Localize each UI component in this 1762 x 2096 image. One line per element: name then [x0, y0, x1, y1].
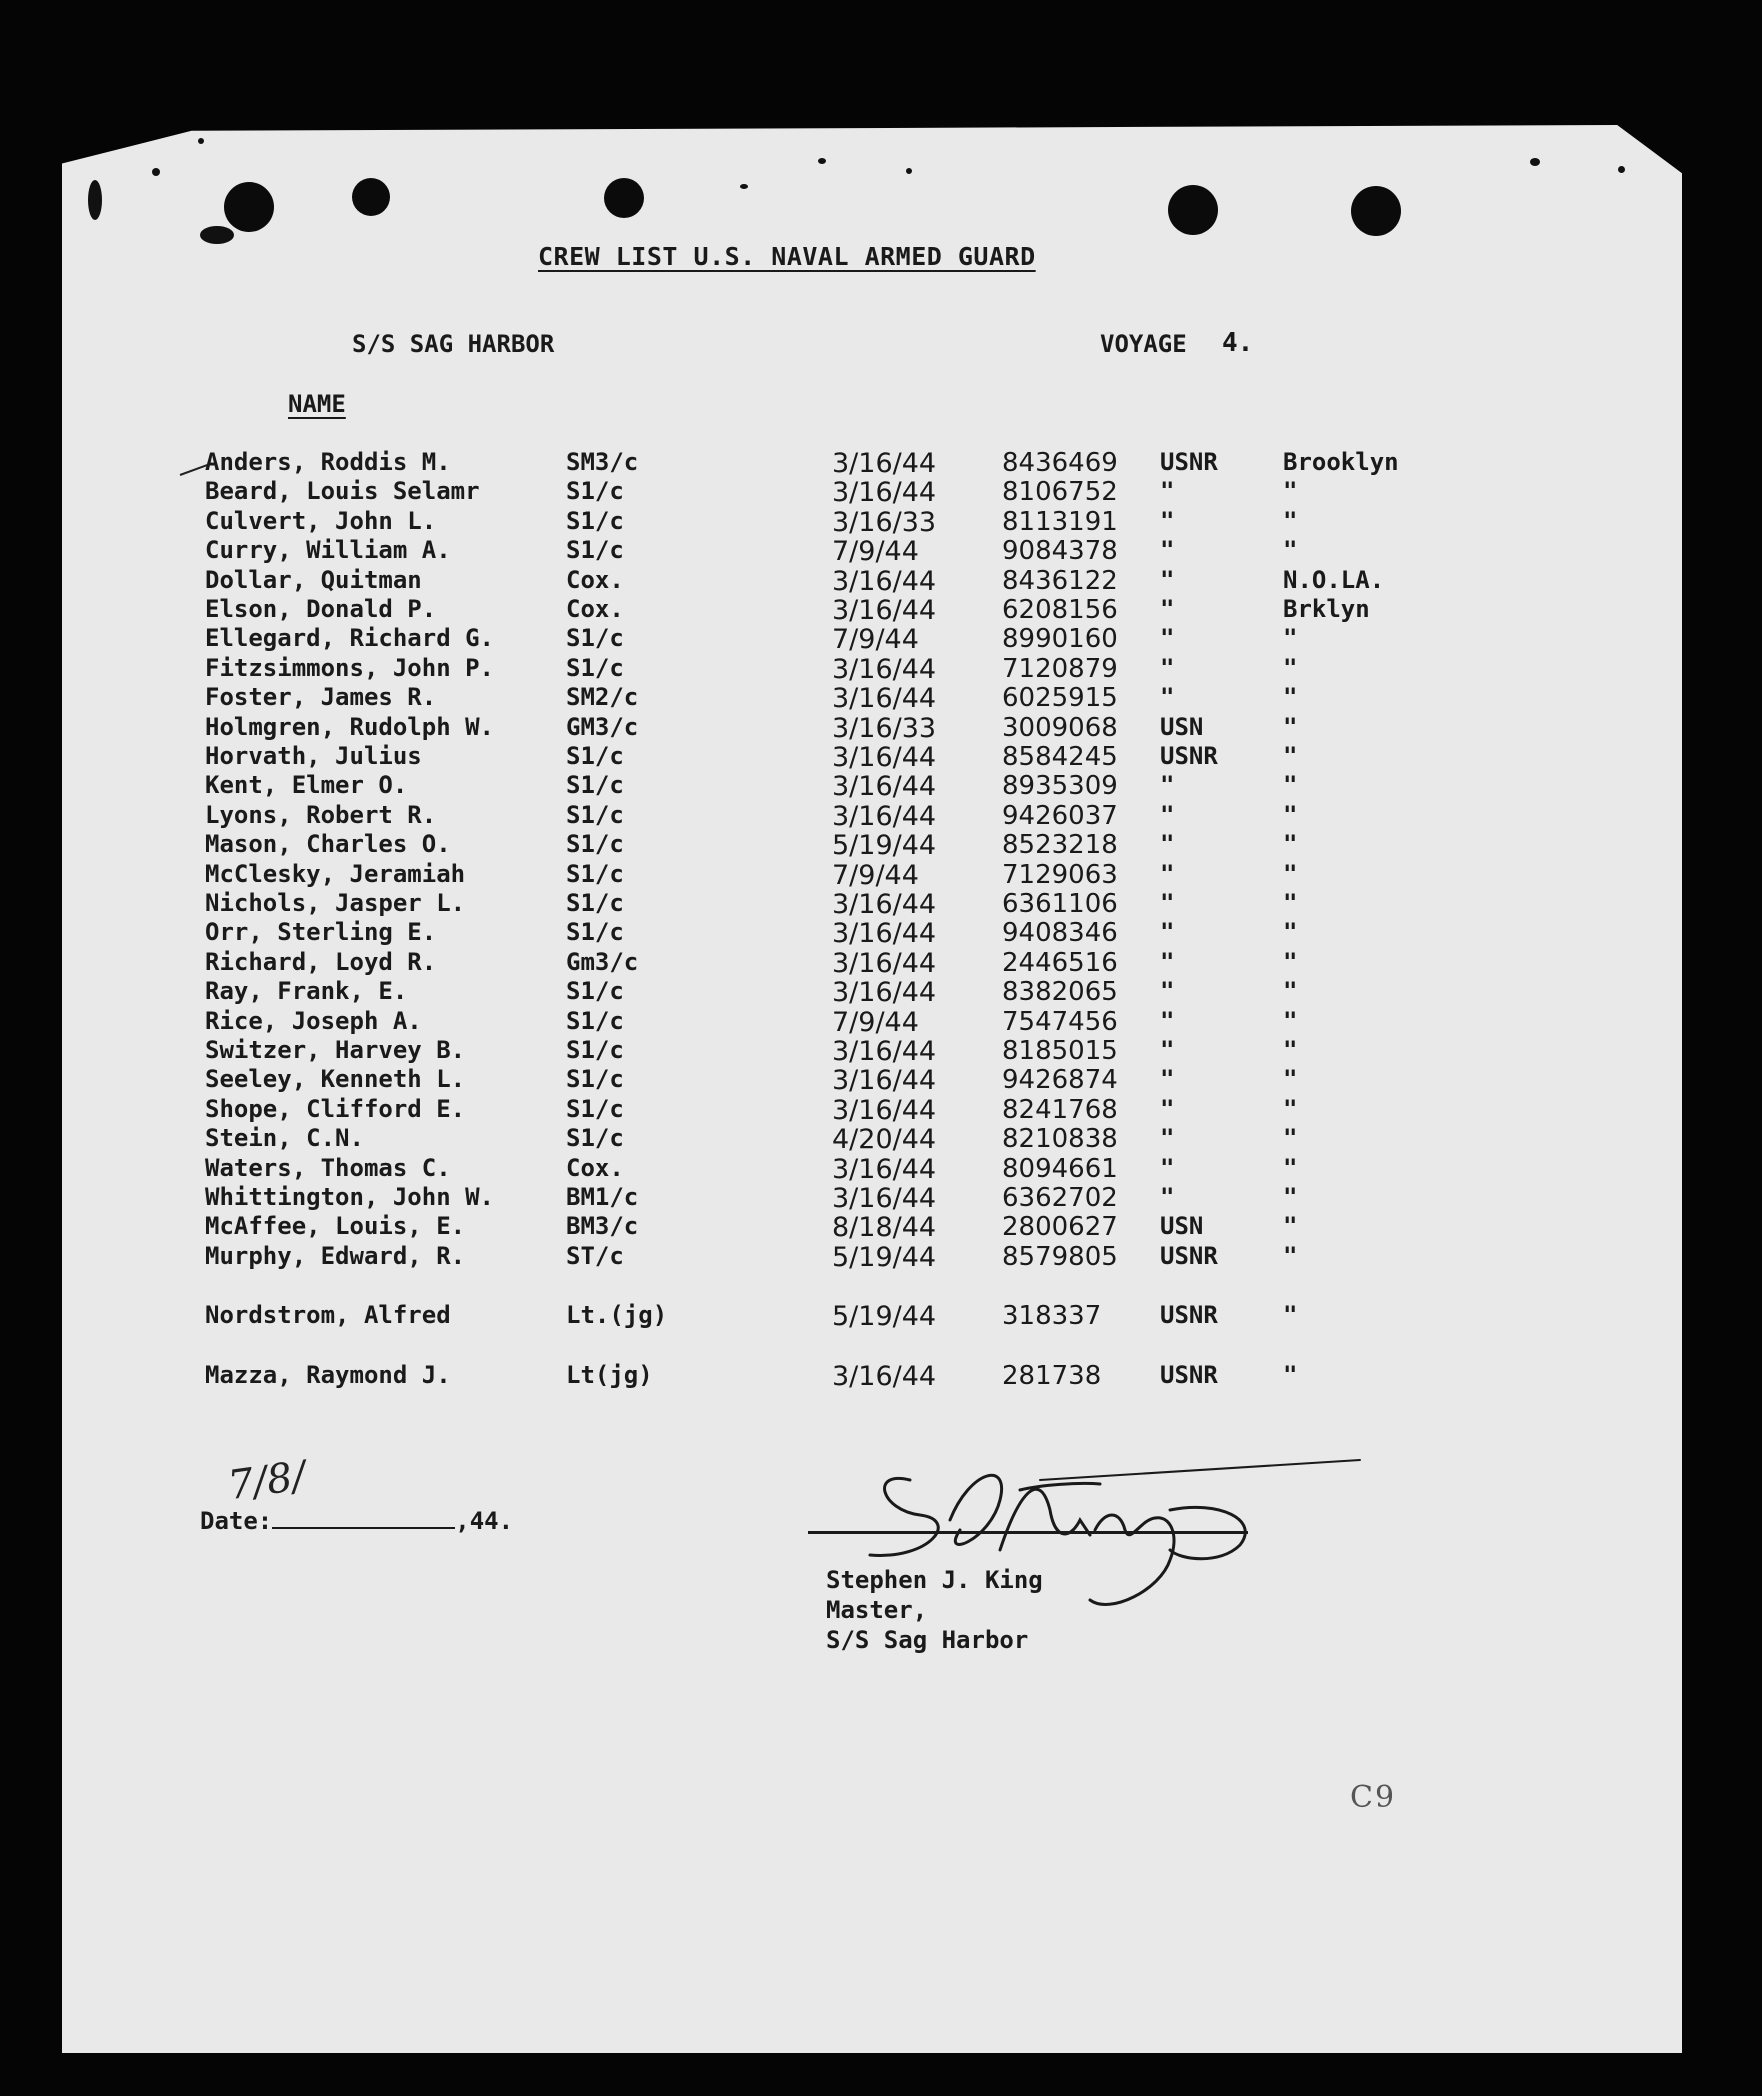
crew-service-number: 9426874	[1002, 1065, 1118, 1096]
crew-service: "	[1160, 800, 1175, 829]
crew-date: 3/16/44	[832, 800, 937, 832]
crew-row	[0, 1154, 1762, 1184]
crew-service-number: 9426037	[1002, 800, 1118, 831]
crew-home: N.O.LA.	[1283, 565, 1385, 594]
crew-service-number: 9408346	[1002, 918, 1118, 949]
crew-rate: ST/c	[566, 1241, 624, 1270]
crew-name: Elson, Donald P.	[205, 595, 437, 623]
crew-rate: S1/c	[566, 1065, 624, 1094]
ink-speck	[88, 180, 102, 220]
crew-date: 7/9/44	[832, 1006, 919, 1038]
crew-date: 3/16/33	[832, 712, 937, 744]
crew-row	[0, 889, 1762, 919]
crew-name: Lyons, Robert R.	[205, 800, 437, 829]
crew-service: "	[1160, 889, 1175, 917]
crew-row	[0, 948, 1762, 978]
crew-home: "	[1283, 947, 1298, 976]
crew-service-number: 8935309	[1002, 771, 1118, 802]
ink-speck	[198, 138, 204, 144]
ink-speck	[152, 168, 160, 176]
crew-service-number: 8185015	[1002, 1036, 1118, 1066]
date-year: ,44.	[455, 1507, 514, 1535]
crew-service: "	[1160, 1124, 1175, 1153]
crew-home: "	[1283, 536, 1298, 565]
crew-service-number: 6361106	[1002, 889, 1118, 919]
crew-name: Anders, Roddis M.	[205, 448, 451, 476]
crew-date: 3/16/44	[832, 1360, 937, 1392]
crew-date: 3/16/44	[832, 653, 937, 685]
punch-hole	[224, 182, 274, 232]
crew-date: 7/9/44	[832, 859, 919, 891]
crew-home: Brooklyn	[1283, 448, 1399, 476]
ink-speck	[818, 158, 826, 164]
crew-rate: BM1/c	[566, 1183, 639, 1211]
crew-rate: Lt(jg)	[566, 1360, 653, 1389]
crew-name: Seeley, Kenneth L.	[205, 1065, 466, 1094]
crew-home: "	[1283, 683, 1298, 712]
crew-rate: S1/c	[566, 1036, 624, 1064]
crew-name: Stein, C.N.	[205, 1124, 364, 1153]
crew-name: Foster, James R.	[205, 683, 437, 712]
crew-service-number: 8094661	[1002, 1153, 1118, 1184]
crew-service: USNR	[1160, 742, 1218, 770]
crew-home: "	[1283, 1065, 1298, 1094]
punch-hole	[604, 178, 644, 218]
crew-rate: S1/c	[566, 1124, 624, 1153]
crew-date: 3/16/44	[832, 477, 937, 509]
crew-name: Waters, Thomas C.	[205, 1153, 451, 1182]
crew-service: USN	[1160, 1212, 1204, 1241]
ink-speck	[1530, 158, 1540, 166]
crew-home: "	[1283, 1212, 1298, 1241]
crew-home: "	[1283, 1094, 1298, 1123]
crew-home: "	[1283, 506, 1298, 535]
crew-name: Switzer, Harvey B.	[205, 1036, 466, 1064]
crew-rate: GM3/c	[566, 712, 639, 741]
crew-service: "	[1160, 771, 1175, 800]
crew-home: "	[1283, 712, 1298, 741]
signer-title: Master,	[826, 1596, 928, 1624]
crew-service-number: 6208156	[1002, 595, 1118, 625]
crew-home: "	[1283, 1036, 1298, 1064]
crew-service: "	[1160, 565, 1175, 594]
crew-row	[0, 860, 1762, 890]
crew-date: 7/9/44	[832, 536, 919, 568]
crew-service: USNR	[1160, 1241, 1218, 1270]
crew-rate: S1/c	[566, 536, 624, 565]
crew-date: 5/19/44	[832, 1241, 937, 1273]
crew-date: 5/19/44	[832, 830, 937, 862]
crew-name: Ray, Frank, E.	[205, 977, 408, 1006]
crew-date: 3/16/44	[832, 1065, 937, 1097]
crew-row	[0, 683, 1762, 713]
ink-speck	[1618, 166, 1625, 173]
crew-rate: S1/c	[566, 1094, 624, 1123]
date-field	[200, 1507, 513, 1535]
crew-date: 3/16/44	[832, 1183, 937, 1214]
crew-service-number: 6025915	[1002, 683, 1118, 714]
crew-service-number: 8584245	[1002, 742, 1118, 772]
crew-service: "	[1160, 477, 1175, 506]
crew-home: "	[1283, 977, 1298, 1006]
crew-service: "	[1160, 1183, 1175, 1211]
crew-service-number: 7129063	[1002, 859, 1118, 890]
crew-rate: S1/c	[566, 506, 624, 535]
crew-service: "	[1160, 653, 1175, 682]
crew-name: Ellegard, Richard G.	[205, 624, 494, 653]
crew-service: "	[1160, 947, 1175, 976]
signer-ship: S/S Sag Harbor	[826, 1626, 1029, 1654]
crew-service: "	[1160, 1065, 1175, 1094]
crew-row	[0, 801, 1762, 831]
crew-row	[0, 595, 1762, 625]
crew-rate: S1/c	[566, 977, 624, 1006]
crew-service-number: 8241768	[1002, 1094, 1118, 1125]
crew-home: "	[1283, 477, 1298, 506]
crew-row	[0, 742, 1762, 772]
crew-rate: S1/c	[566, 771, 624, 800]
crew-row	[0, 654, 1762, 684]
crew-date: 3/16/44	[832, 977, 937, 1009]
date-blank-line	[272, 1509, 455, 1529]
crew-date: 3/16/44	[832, 683, 937, 715]
crew-home: "	[1283, 742, 1298, 770]
crew-service-number: 6362702	[1002, 1183, 1118, 1213]
crew-service-number: 7120879	[1002, 653, 1118, 684]
crew-date: 5/19/44	[832, 1301, 937, 1333]
crew-service-number: 8579805	[1002, 1241, 1118, 1272]
crew-rate: S1/c	[566, 1006, 624, 1035]
crew-date: 3/16/44	[832, 1036, 937, 1067]
voyage-number: 4.	[1222, 328, 1254, 358]
crew-row	[0, 1183, 1762, 1213]
crew-row	[0, 713, 1762, 743]
crew-name: Fitzsimmons, John P.	[205, 653, 494, 682]
crew-row	[0, 507, 1762, 537]
crew-service: "	[1160, 1094, 1175, 1123]
crew-name: Nordstrom, Alfred	[205, 1301, 451, 1330]
date-label: Date:	[200, 1507, 273, 1535]
ink-speck	[740, 184, 748, 189]
crew-date: 3/16/44	[832, 595, 937, 626]
crew-row	[0, 536, 1762, 566]
crew-service-number: 8523218	[1002, 830, 1118, 861]
crew-rate: Cox.	[566, 565, 624, 594]
crew-home: "	[1283, 653, 1298, 682]
crew-rate: S1/c	[566, 889, 624, 917]
crew-rate: S1/c	[566, 830, 624, 859]
crew-date: 4/20/44	[832, 1124, 937, 1156]
page-stamp: C9	[1350, 1780, 1397, 1815]
crew-service: "	[1160, 918, 1175, 947]
crew-service: "	[1160, 1153, 1175, 1182]
crew-rate: BM3/c	[566, 1212, 639, 1241]
crew-row	[0, 1095, 1762, 1125]
crew-rate: S1/c	[566, 918, 624, 947]
crew-service: USNR	[1160, 1301, 1218, 1330]
crew-service-number: 9084378	[1002, 536, 1118, 567]
crew-rate: S1/c	[566, 624, 624, 653]
crew-row	[0, 1361, 1762, 1391]
crew-rate: S1/c	[566, 800, 624, 829]
crew-service: "	[1160, 536, 1175, 565]
crew-service-number: 8113191	[1002, 506, 1118, 537]
crew-date: 7/9/44	[832, 624, 919, 656]
crew-row	[0, 977, 1762, 1007]
crew-row	[0, 1212, 1762, 1242]
crew-home: "	[1283, 830, 1298, 859]
handwritten-date: 7/8/	[225, 1452, 309, 1510]
crew-service-number: 8436469	[1002, 448, 1118, 478]
crew-service-number: 8106752	[1002, 477, 1118, 508]
crew-service: "	[1160, 830, 1175, 859]
crew-rate: SM2/c	[566, 683, 639, 712]
crew-row	[0, 1301, 1762, 1331]
crew-home: "	[1283, 800, 1298, 829]
crew-home: "	[1283, 889, 1298, 917]
crew-home: "	[1283, 1360, 1298, 1389]
crew-rate: Cox.	[566, 1153, 624, 1182]
crew-date: 3/16/44	[832, 742, 937, 773]
crew-home: "	[1283, 1006, 1298, 1035]
voyage-label: VOYAGE	[1100, 330, 1187, 358]
crew-name: Dollar, Quitman	[205, 565, 422, 594]
punch-hole	[352, 178, 390, 216]
crew-service: "	[1160, 1036, 1175, 1064]
crew-service: "	[1160, 683, 1175, 712]
crew-home: "	[1283, 918, 1298, 947]
crew-row	[0, 1242, 1762, 1272]
crew-service-number: 318337	[1002, 1301, 1102, 1332]
crew-service: "	[1160, 506, 1175, 535]
punch-hole	[1168, 185, 1218, 235]
crew-service: USN	[1160, 712, 1204, 741]
crew-row	[0, 830, 1762, 860]
crew-rate: S1/c	[566, 859, 624, 888]
crew-service-number: 8382065	[1002, 977, 1118, 1008]
signer-name: Stephen J. King	[826, 1566, 1043, 1594]
crew-row	[0, 1036, 1762, 1066]
crew-name: Murphy, Edward, R.	[205, 1241, 466, 1270]
crew-date: 3/16/44	[832, 448, 937, 479]
crew-rate: Gm3/c	[566, 947, 639, 976]
crew-date: 3/16/44	[832, 1153, 937, 1185]
crew-row	[0, 771, 1762, 801]
crew-service: USNR	[1160, 448, 1218, 476]
crew-name: Whittington, John W.	[205, 1183, 494, 1211]
name-column-header: NAME	[288, 390, 346, 418]
crew-service: "	[1160, 624, 1175, 653]
crew-home: Brklyn	[1283, 595, 1370, 623]
crew-name: Shope, Clifford E.	[205, 1094, 466, 1123]
crew-name: Orr, Sterling E.	[205, 918, 437, 947]
crew-date: 3/16/44	[832, 565, 937, 597]
crew-row	[0, 1124, 1762, 1154]
crew-name: Horvath, Julius	[205, 742, 422, 770]
crew-service: "	[1160, 859, 1175, 888]
crew-service-number: 2446516	[1002, 947, 1118, 978]
crew-service-number: 2800627	[1002, 1212, 1118, 1243]
ink-speck	[200, 226, 234, 244]
crew-row	[0, 1007, 1762, 1037]
crew-date: 3/16/44	[832, 889, 937, 920]
crew-service-number: 7547456	[1002, 1006, 1118, 1037]
crew-date: 3/16/44	[832, 918, 937, 950]
crew-rate: SM3/c	[566, 448, 639, 476]
crew-home: "	[1283, 624, 1298, 653]
crew-name: Beard, Louis Selamr	[205, 477, 480, 506]
crew-name: Curry, William A.	[205, 536, 451, 565]
crew-service: "	[1160, 595, 1175, 623]
crew-service-number: 3009068	[1002, 712, 1118, 743]
crew-service: "	[1160, 977, 1175, 1006]
crew-service-number: 8990160	[1002, 624, 1118, 655]
crew-date: 3/16/44	[832, 947, 937, 979]
crew-name: Holmgren, Rudolph W.	[205, 712, 494, 741]
signature-line	[808, 1531, 1248, 1534]
ship-name: S/S SAG HARBOR	[352, 330, 555, 358]
crew-service: "	[1160, 1006, 1175, 1035]
crew-name: McClesky, Jeramiah	[205, 859, 466, 888]
crew-rate: S1/c	[566, 653, 624, 682]
crew-row	[0, 566, 1762, 596]
crew-name: Mason, Charles O.	[205, 830, 451, 859]
crew-service-number: 281738	[1002, 1360, 1102, 1391]
crew-row	[0, 448, 1762, 478]
crew-home: "	[1283, 1124, 1298, 1153]
crew-service: USNR	[1160, 1360, 1218, 1389]
crew-name: McAffee, Louis, E.	[205, 1212, 466, 1241]
crew-home: "	[1283, 1241, 1298, 1270]
crew-date: 3/16/33	[832, 506, 937, 538]
ink-speck	[906, 168, 912, 174]
crew-name: Richard, Loyd R.	[205, 947, 437, 976]
crew-home: "	[1283, 1153, 1298, 1182]
crew-row	[0, 624, 1762, 654]
signer-block	[826, 1565, 1043, 1655]
crew-service-number: 8436122	[1002, 565, 1118, 596]
crew-name: Rice, Joseph A.	[205, 1006, 422, 1035]
crew-name: Kent, Elmer O.	[205, 771, 408, 800]
crew-date: 8/18/44	[832, 1212, 937, 1244]
crew-home: "	[1283, 771, 1298, 800]
crew-name: Mazza, Raymond J.	[205, 1360, 451, 1389]
crew-date: 3/16/44	[832, 1094, 937, 1126]
crew-date: 3/16/44	[832, 771, 937, 803]
crew-row	[0, 1065, 1762, 1095]
crew-rate: Lt.(jg)	[566, 1301, 668, 1330]
crew-name: Culvert, John L.	[205, 506, 437, 535]
crew-name: Nichols, Jasper L.	[205, 889, 466, 917]
crew-row	[0, 918, 1762, 948]
crew-home: "	[1283, 1301, 1298, 1330]
crew-home: "	[1283, 1183, 1298, 1211]
crew-rate: Cox.	[566, 595, 624, 623]
crew-row	[0, 477, 1762, 507]
punch-hole	[1351, 186, 1401, 236]
document-title: CREW LIST U.S. NAVAL ARMED GUARD	[538, 242, 1036, 271]
crew-service-number: 8210838	[1002, 1124, 1118, 1155]
crew-rate: S1/c	[566, 477, 624, 506]
crew-home: "	[1283, 859, 1298, 888]
crew-rate: S1/c	[566, 742, 624, 770]
